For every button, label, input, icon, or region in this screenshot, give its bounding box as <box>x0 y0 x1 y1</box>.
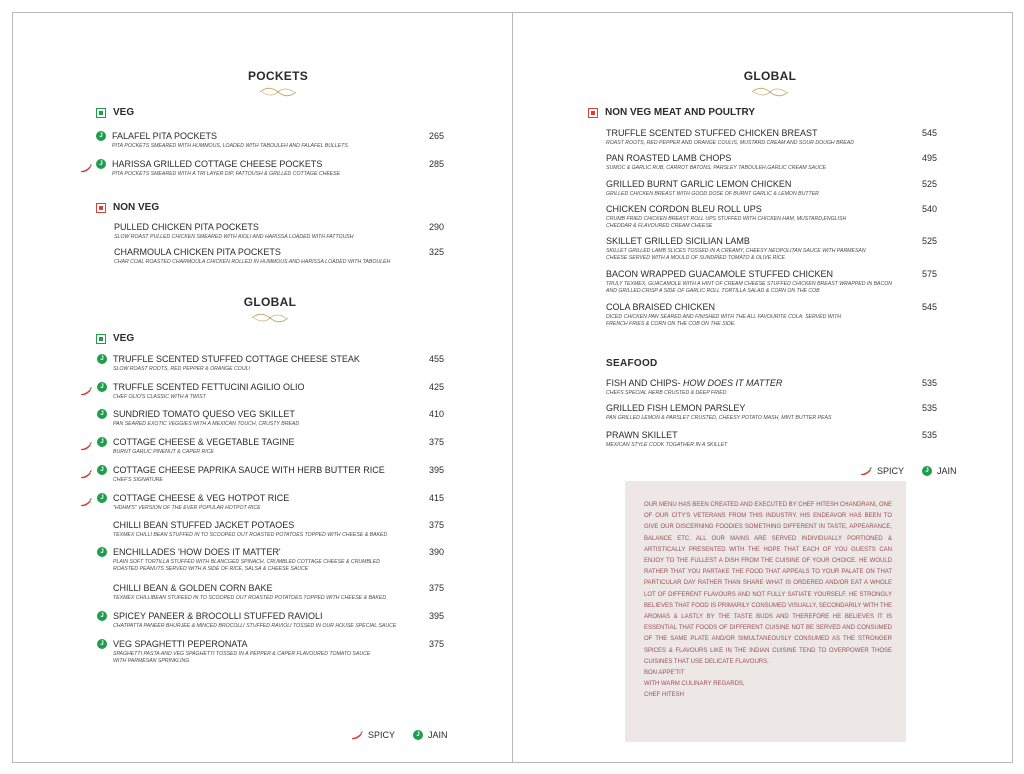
nonveg-square-icon <box>588 108 598 118</box>
jain-circle-icon: J <box>97 382 107 392</box>
item-name: COTTAGE CHEESE PAPRIKA SAUCE WITH HERB BUTTER RICE <box>113 465 385 475</box>
menu-item <box>606 378 946 397</box>
chili-pepper-icon <box>80 466 92 475</box>
menu-item <box>113 354 453 373</box>
jain-circle-icon: J <box>96 131 106 141</box>
menu-item <box>606 128 946 147</box>
item-name: BACON WRAPPED GUACAMOLE STUFFED CHICKEN <box>606 269 834 279</box>
item-name: TRUFFLE SCENTED STUFFED COTTAGE CHEESE STEAK <box>113 354 360 364</box>
item-description: MEXICAN STYLE COOK TOGATHER IN A SKILLET <box>606 442 728 448</box>
flourish-divider <box>258 85 298 97</box>
item-price: 540 <box>921 204 937 214</box>
item-price: 575 <box>921 269 937 279</box>
item-name: ENCHILLADES 'HOW DOES IT MATTER' <box>113 547 281 557</box>
item-price: 545 <box>921 128 937 138</box>
chef-note-box <box>625 481 906 742</box>
veg-subheading: VEG <box>96 107 134 118</box>
item-description-2: ROASTED PEANUTS SERVED WITH A SIDE OF RICE, SALSA & CHEESE SAUCE <box>113 566 309 572</box>
veg-subheading: VEG <box>96 333 134 344</box>
item-name: GRILLED BURNT GARLIC LEMON CHICKEN <box>606 179 792 189</box>
item-name: FISH AND CHIPS- HOW DOES IT MATTER <box>606 378 783 388</box>
pockets-title: POCKETS <box>247 69 309 83</box>
item-description: CHEF OLIO'S CLASSIC WITH A TWIST <box>113 394 206 400</box>
seafood-subheading: SEAFOOD <box>606 358 658 369</box>
menu-item <box>606 302 946 328</box>
menu-item <box>606 204 946 230</box>
item-name: CHARMOULA CHICKEN PITA POCKETS <box>114 247 281 257</box>
item-description-2: FRENCH FRIES & CORN ON THE COB ON THE SIDE. <box>606 321 736 327</box>
item-name: CHILLI BEAN STUFFED JACKET POTAOES <box>113 520 295 530</box>
item-name: COTTAGE CHEESE & VEG HOTPOT RICE <box>113 493 290 503</box>
item-description: PLAIN SOFT TORTILLA STUFFED WITH BLANCGED SPINACH, CRUMBLED COTTAGE CHEESE & CRUMBLED <box>113 559 381 565</box>
menu-item <box>606 236 946 262</box>
menu-item <box>606 269 946 295</box>
item-name: VEG SPAGHETTI PEPERONATA <box>113 639 248 649</box>
item-price: 535 <box>921 378 937 388</box>
menu-item <box>113 493 453 512</box>
chili-pepper-icon <box>351 731 363 740</box>
jain-circle-icon: J <box>97 465 107 475</box>
chili-pepper-icon <box>80 494 92 503</box>
menu-item <box>113 639 453 665</box>
global-title: GLOBAL <box>243 295 297 309</box>
item-price: 375 <box>428 583 444 593</box>
menu-item <box>606 430 946 449</box>
item-description: CHEF'S SIGNATURE <box>113 477 163 483</box>
item-description: TEXMEX CHILLI BEAN STUFFED IN TO SCOOPED OUT ROASTED POTATOES TOPPED WITH CHEESE & BAKED <box>113 532 388 538</box>
chili-pepper-icon <box>80 438 92 447</box>
veg-square-icon <box>96 334 106 344</box>
item-description: CRUMB FRIED CHICKEN BREAST ROLL UPS STUFFED WITH CHICKEN HAM, MUSTARD,ENGLISH <box>606 216 847 222</box>
item-description: TEXMEX CHILLIBEAN STUFEED IN TO SCOOPED OUT ROASTED POTATOES TOPPED WITH CHEESE & BAKED <box>113 595 387 601</box>
item-price: 410 <box>428 409 444 419</box>
item-description: PITA POCKETS SMEARED WITH A TRI LAYER DIP, FATTOUSH & GRILLED COTTAGE CHEESE <box>112 171 341 177</box>
item-description: SLOW ROAST PULLED CHICKEN SMEARED WITH AIOLI AND HARISSA LOADED WITH FATTOUSH <box>114 234 354 240</box>
item-name: COLA BRAISED CHICKEN <box>606 302 716 312</box>
item-description: SUMOC & GARLIC RUB, CARROT BATONS, PARSLEY TABOULEH,GARLIC CREAM SAUCE <box>606 165 827 171</box>
jain-circle-icon: J <box>97 354 107 364</box>
jain-circle-icon: J <box>413 730 423 740</box>
item-name: FALAFEL PITA POCKETS <box>112 131 218 141</box>
menu-item <box>113 547 453 573</box>
item-name: SPICEY PANEER & BROCOLLI STUFFED RAVIOLI <box>113 611 323 621</box>
menu-item <box>606 153 946 172</box>
item-name: HARISSA GRILLED COTTAGE CHEESE POCKETS <box>112 159 323 169</box>
chili-pepper-icon <box>80 383 92 392</box>
menu-item <box>606 403 946 422</box>
flourish-divider <box>750 85 790 97</box>
jain-circle-icon: J <box>97 611 107 621</box>
jain-circle-icon: J <box>97 409 107 419</box>
menu-item <box>606 179 946 198</box>
item-price: 325 <box>428 247 444 257</box>
item-description: DICED CHICKEN PAN SEARED AND FINISHED WITH THE ALL FAVOURITE COLA. SERVED WITH <box>606 314 842 320</box>
item-description: TRULY TEXMEX, GUACAMOLE WITH A HINT OF CREAM CHEESE STUFFED CHICKEN BREAST WRAPPED IN BACON <box>606 281 893 287</box>
item-description-2: CHEDDAR & FLAVOURED CREAM CHEESE <box>606 223 713 229</box>
menu-item <box>113 465 453 484</box>
item-description: PAN GRILLED LEMON & PARSLET CRUSTED, CHEESY POTATO MASH, MINT BUTTER PEAS <box>606 415 832 421</box>
item-description: CHATPATTA PANEER BHURJEE & MINCED BROCOLLI STUFFED RAVIOLI TOSSED IN OUR HOUSE SPECIAL SAUCE <box>113 623 397 629</box>
menu-item <box>113 520 453 539</box>
menu-item <box>113 382 453 401</box>
item-name: CHILLI BEAN & GOLDEN CORN BAKE <box>113 583 273 593</box>
item-price: 495 <box>921 153 937 163</box>
item-price: 525 <box>921 179 937 189</box>
item-name: PRAWN SKILLET <box>606 430 678 440</box>
chef-signature: BON APPE'TIT WITH WARM CULINARY REGARDS, CHEF HITESH <box>644 670 745 698</box>
nonveg-subheading: NON VEG MEAT AND POULTRY <box>588 107 755 118</box>
jain-circle-icon: J <box>922 466 932 476</box>
item-price: 375 <box>428 520 444 530</box>
legend: SPICY J JAIN <box>351 730 448 740</box>
item-name: CHICKEN CORDON BLEU ROLL UPS <box>606 204 762 214</box>
item-description: SPAGHETTI PASTA AND VEG SPAGHETTI TOSSED IN A PEPPER & CAPER FLAVOURED TOMATO SAUCE <box>113 651 371 657</box>
menu-item <box>114 222 454 241</box>
item-price: 425 <box>428 382 444 392</box>
item-name: GRILLED FISH LEMON PARSLEY <box>606 403 746 413</box>
item-price: 375 <box>428 437 444 447</box>
item-price: 395 <box>428 611 444 621</box>
item-description: GRILLED CHICKEN BREAST WITH GOOD DOSE OF BURNT GARLIC & LEMON BUTTER <box>606 191 819 197</box>
item-price: 535 <box>921 430 937 440</box>
item-price: 535 <box>921 403 937 413</box>
jain-circle-icon: J <box>97 639 107 649</box>
item-name: PAN ROASTED LAMB CHOPS <box>606 153 732 163</box>
item-name: COTTAGE CHEESE & VEGETABLE TAGINE <box>113 437 295 447</box>
veg-square-icon <box>96 108 106 118</box>
chef-note-text: OUR MENU HAS BEEN CREATED AND EXECUTED BY CHEF HITESH CHANDRANI, ONE OF OUR CITY'S VETERANS FROM THIS INDUSTRY. HIS ENDEAVOR HAS BEEN TO GIVE OUR DISCERNING FOODIES SOMETHING DIFFERENT IN TASTE, APPEARANCE, BALANCE ETC. ALL OUR MAINS ARE SERVED INDIVIDUALLY PORTIONED & ARTISTICALLY PRESENTED WITH THE HOPE THAT EACH OF YOU GUESTS CAN ENJOY TO THE FULLEST A DISH FROM THE CUISINE OF YOUR CHOICE. HE WOULD RATHER THAT YOU PARTAKE THE FOOD THAT APPEALS TO YOUR PALATE ON THAT PARTICULAR DAY RATHER THAN SHARE WHAT IS ORDERED AND/OR EAT A WHOLE LOT OF DIFFERENT FLAVOURS AND NOT FULLY SATIATE YOURSELF. HE STRONGLY BELIEVES THAT FOOD IS PRIMARILY CONSUMED VISUALLY, SECONDARILY WITH THE AROMAS & LASTLY BY THE TASTE BUDS AND THEREFORE HE BELIEVES IT IS ESSENTIAL THAT FOODS OF DIFFERENT CUISINE NOT BE SERVED AND CONSUMED OF THE SAME PLATE AND/OR SIMULTANEOUSLY CONSUMED AS THE STRONGER SPICES & FLAVOURS LIKE IN THE INDIAN CUISINE TEND TO OVERPOWER THOSE CUISINES THAT USE DELICATE FLAVOURS. <box>644 502 892 665</box>
item-description: SLOW ROAST ROOTS, RED PEPPER & ORANGE COULI <box>113 366 250 372</box>
item-name: TRUFFLE SCENTED STUFFED CHICKEN BREAST <box>606 128 818 138</box>
jain-circle-icon: J <box>96 159 106 169</box>
jain-circle-icon: J <box>97 547 107 557</box>
nonveg-square-icon <box>96 203 106 213</box>
item-description-2: CHEESE SERVED WITH A MOULD OF SUNDRIED TOMATO & OLIVE RICE <box>606 255 785 261</box>
item-price: 525 <box>921 236 937 246</box>
item-description-2: WITH PARMESAN SPRINKLING <box>113 658 190 664</box>
item-description-2: AND GRILLED.CRISP A SIDE OF GARLIC ROLL TORTILLA SALAD & CORN ON THE COB <box>606 288 820 294</box>
jain-circle-icon: J <box>97 437 107 447</box>
menu-item <box>113 437 453 456</box>
menu-item <box>113 583 453 602</box>
item-price: 390 <box>428 547 444 557</box>
global-title: GLOBAL <box>743 69 797 83</box>
item-name: TRUFFLE SCENTED FETTUCINI AGILIO OLIO <box>113 382 305 392</box>
item-description: "HDHM'S" VERSION OF THE EVER POPULAR HOTPOT RICE <box>113 505 261 511</box>
chili-pepper-icon <box>860 467 872 476</box>
menu-item <box>114 247 454 266</box>
item-name: SKILLET GRILLED SICILIAN LAMB <box>606 236 750 246</box>
item-name: SUNDRIED TOMATO QUESO VEG SKILLET <box>113 409 295 419</box>
item-description: CHEFS SPECIAL HERB CRUSTED & DEEP FRIED <box>606 390 727 396</box>
menu-item <box>112 131 452 150</box>
item-price: 265 <box>428 131 444 141</box>
legend: SPICY J JAIN <box>860 466 957 476</box>
nonveg-subheading: NON VEG <box>96 202 159 213</box>
chili-pepper-icon <box>80 160 92 169</box>
item-description: PAN SEARED EXOTIC VEGGIES WITH A MEXICAN TOUCH, CRUSTY BREAD <box>113 421 300 427</box>
flourish-divider <box>250 311 290 323</box>
item-description: ROAST ROOTS, RED PEPPER AND ORANGE COULIS, MUSTARD CREAM AND SOUR DOUGH BREAD <box>606 140 854 146</box>
menu-item <box>113 611 453 630</box>
item-description: SKILLET GRILLED LAMB SLICES TOSSED IN A CREAMY, CHEESY NEOPOLITAN SAUCE WITH PARMESAN <box>606 248 866 254</box>
item-price: 455 <box>428 354 444 364</box>
item-description: PITA POCKETS SMEARED WITH HUMMOUS, LOADED WITH TABOULEH AND FALAFEL BULLETS <box>112 143 348 149</box>
item-price: 545 <box>921 302 937 312</box>
item-description: BURNT GARLIC PINENUT & CAPER RICE <box>113 449 214 455</box>
jain-circle-icon: J <box>97 493 107 503</box>
item-price: 395 <box>428 465 444 475</box>
item-price: 285 <box>428 159 444 169</box>
item-description: CHAR COAL ROASTED CHARMOULA CHICKEN ROLLED IN HUMMOUS AND HARISSA LOADED WITH TABOULEH <box>114 259 391 265</box>
menu-item <box>112 159 452 178</box>
item-name: PULLED CHICKEN PITA POCKETS <box>114 222 259 232</box>
item-price: 415 <box>428 493 444 503</box>
item-price: 290 <box>428 222 444 232</box>
item-price: 375 <box>428 639 444 649</box>
menu-item <box>113 409 453 428</box>
